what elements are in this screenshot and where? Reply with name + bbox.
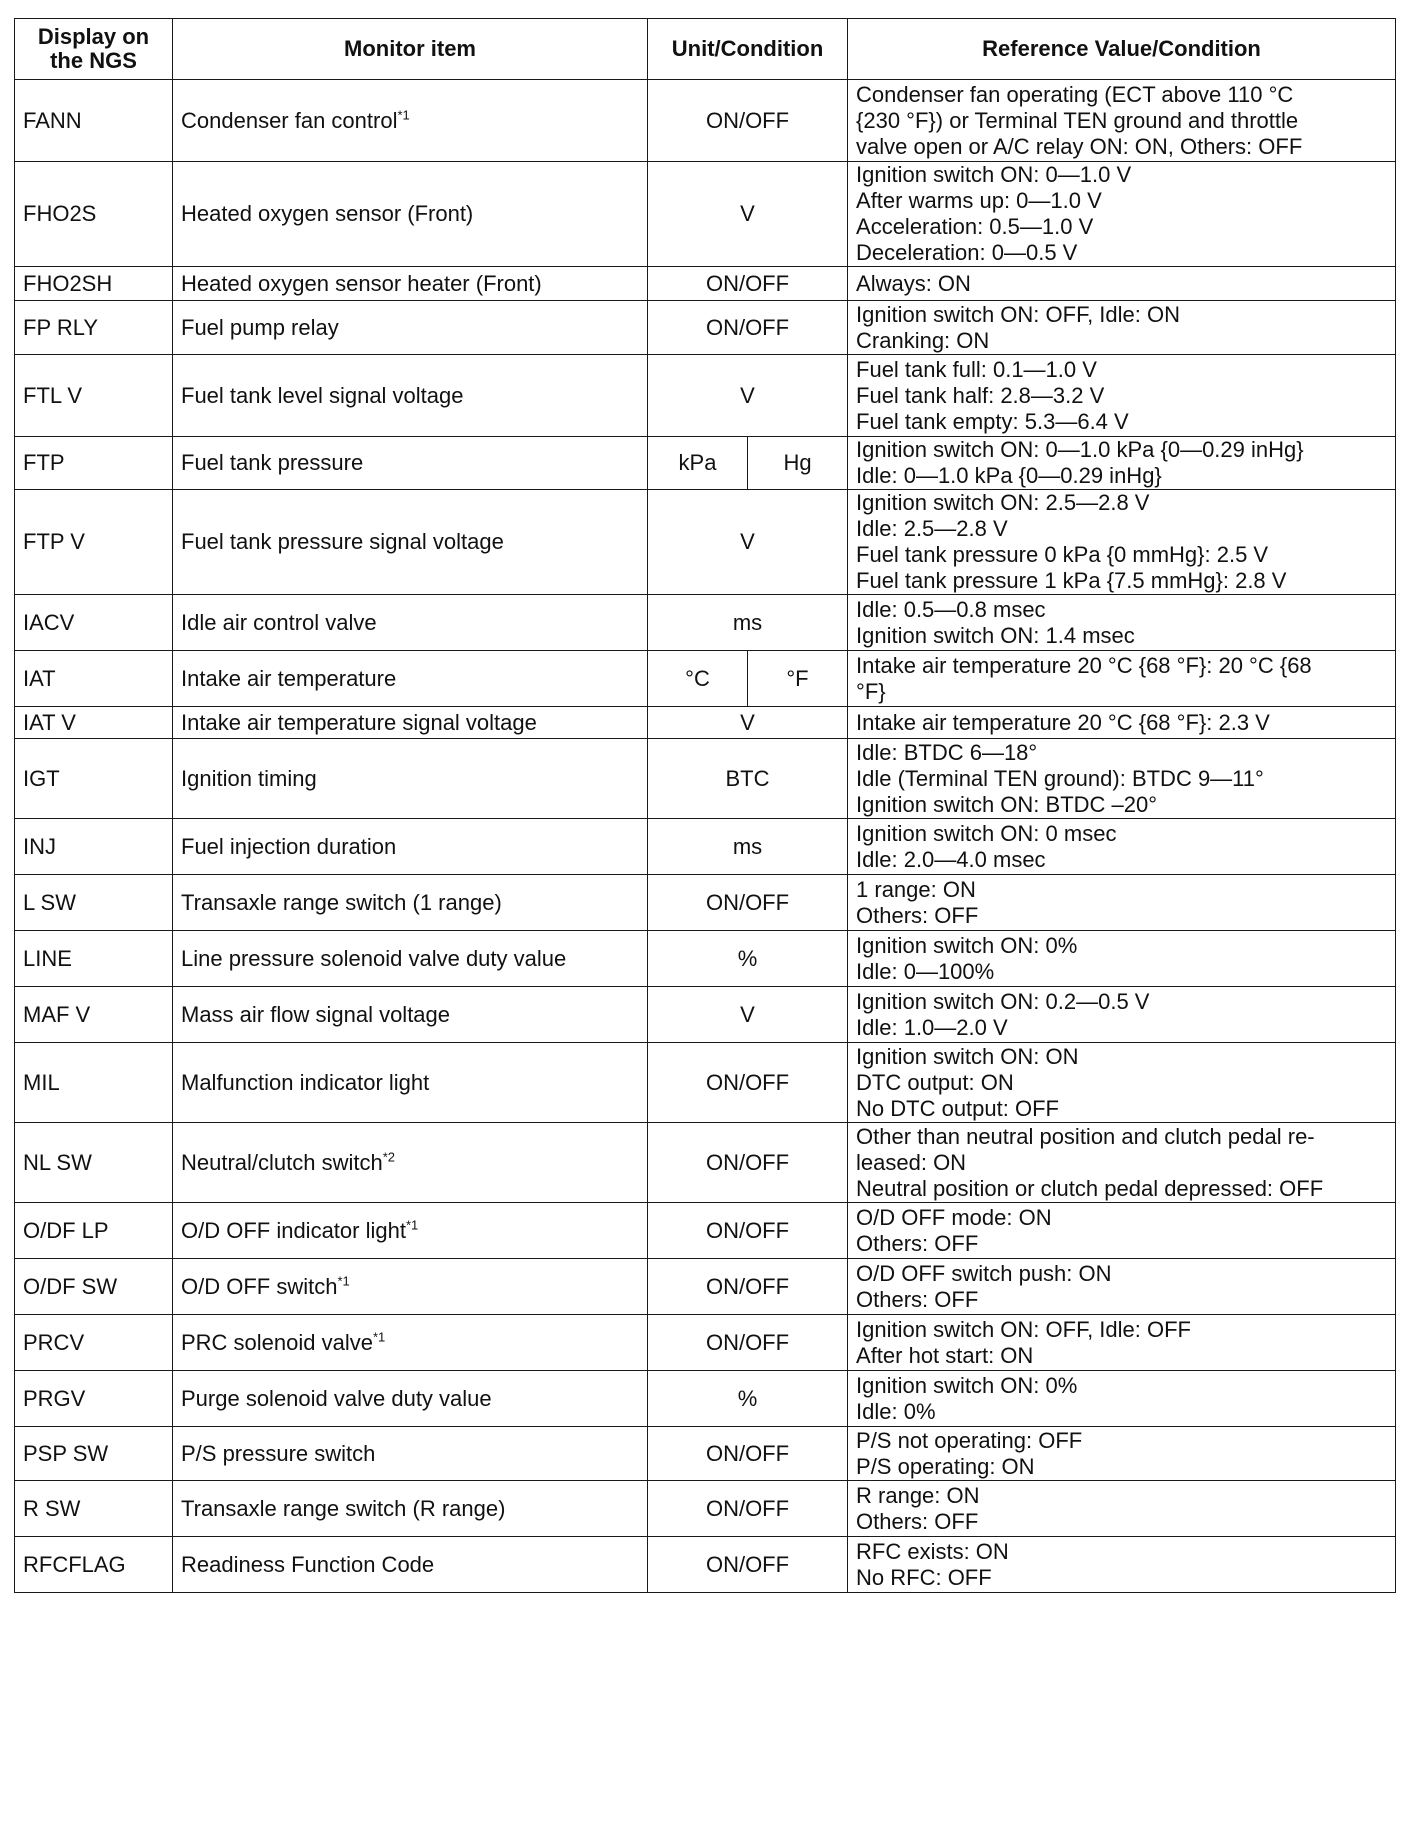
monitor-item-cell	[173, 1537, 648, 1593]
reference-cell	[848, 1537, 1396, 1593]
display-cell: PSP SW	[15, 1427, 173, 1481]
reference-line: Ignition switch ON: 0%	[856, 1372, 1078, 1398]
table-row	[15, 875, 1396, 931]
display-cell: IGT	[15, 739, 173, 819]
unit-cell: V	[648, 355, 848, 437]
table-row	[15, 437, 1396, 490]
monitor-item-cell	[173, 437, 648, 490]
header-monitor: Monitor item	[173, 19, 648, 80]
monitor-item-label: Ignition timing	[181, 765, 317, 791]
display-cell: IAT	[15, 651, 173, 707]
display-cell: FTP V	[15, 490, 173, 595]
reference-cell	[848, 651, 1396, 707]
table-row	[15, 987, 1396, 1043]
reference-cell	[848, 1043, 1396, 1123]
reference-cell	[848, 931, 1396, 987]
monitor-item-label: Fuel tank pressure signal voltage	[181, 529, 504, 554]
monitor-item-cell	[173, 1123, 648, 1203]
table-row	[15, 651, 1396, 707]
reference-line: Ignition switch ON: 0—1.0 kPa {0—0.29 inHg}	[856, 437, 1304, 462]
monitor-item-label: Readiness Function Code	[181, 1551, 435, 1577]
reference-cell	[848, 80, 1396, 162]
monitor-item-label: Idle air control valve	[181, 609, 377, 635]
reference-line: Cranking: ON	[856, 327, 990, 353]
reference-line: Intake air temperature 20 °C {68 °F}: 2.3 V	[856, 709, 1270, 735]
unit-cell: ON/OFF	[648, 80, 848, 162]
reference-cell	[848, 819, 1396, 875]
monitor-item-cell	[173, 1203, 648, 1259]
reference-line: °F}	[856, 678, 886, 704]
reference-cell	[848, 1259, 1396, 1315]
table-row	[15, 1259, 1396, 1315]
reference-line: Condenser fan operating (ECT above 110 °C	[856, 81, 1294, 107]
display-cell: L SW	[15, 875, 173, 931]
reference-line: Idle: 0%	[856, 1398, 936, 1424]
unit-cell: ON/OFF	[648, 1315, 848, 1371]
monitor-item-label: Condenser fan control	[181, 107, 398, 133]
unit-alt-cell: °F	[748, 651, 848, 707]
reference-line: Idle: 1.0—2.0 V	[856, 1014, 1008, 1040]
table-row	[15, 739, 1396, 819]
monitor-item-cell	[173, 739, 648, 819]
display-cell: PRGV	[15, 1371, 173, 1427]
table-row	[15, 931, 1396, 987]
reference-line: P/S not operating: OFF	[856, 1427, 1083, 1453]
reference-line: Ignition switch ON: 1.4 msec	[856, 622, 1135, 648]
unit-cell: ms	[648, 595, 848, 651]
table-header-row	[15, 19, 1396, 80]
table-row	[15, 267, 1396, 301]
reference-line: Ignition switch ON: ON	[856, 1043, 1079, 1069]
reference-line: Ignition switch ON: 0—1.0 V	[856, 162, 1132, 187]
reference-line: Idle: BTDC 6—18°	[856, 739, 1038, 765]
monitor-item-label: Fuel pump relay	[181, 314, 339, 340]
reference-line: O/D OFF switch push: ON	[856, 1260, 1112, 1286]
reference-cell	[848, 739, 1396, 819]
monitor-item-cell	[173, 267, 648, 301]
display-cell: IAT V	[15, 707, 173, 739]
unit-cell: %	[648, 931, 848, 987]
display-cell: O/DF LP	[15, 1203, 173, 1259]
monitor-item-cell	[173, 931, 648, 987]
monitor-item-label: Fuel tank pressure	[181, 450, 364, 475]
reference-line: 1 range: ON	[856, 876, 976, 902]
reference-line: Neutral position or clutch pedal depressed: OFF	[856, 1175, 1324, 1201]
reference-line: After hot start: ON	[856, 1342, 1034, 1368]
display-cell: FP RLY	[15, 301, 173, 355]
monitor-item-label: Heated oxygen sensor (Front)	[181, 201, 474, 226]
reference-line: Fuel tank empty: 5.3—6.4 V	[856, 408, 1129, 434]
monitor-item-cell	[173, 595, 648, 651]
display-cell: R SW	[15, 1481, 173, 1537]
reference-cell	[848, 355, 1396, 437]
table-row	[15, 1203, 1396, 1259]
footnote-marker: *1	[405, 1217, 419, 1233]
reference-line: Fuel tank pressure 1 kPa {7.5 mmHg}: 2.8 V	[856, 568, 1287, 593]
reference-line: After warms up: 0—1.0 V	[856, 188, 1102, 213]
monitor-item-cell	[173, 987, 648, 1043]
reference-line: Deceleration: 0—0.5 V	[856, 240, 1078, 265]
unit-cell: ON/OFF	[648, 1259, 848, 1315]
unit-cell: ON/OFF	[648, 301, 848, 355]
reference-cell	[848, 301, 1396, 355]
reference-line: R range: ON	[856, 1482, 980, 1508]
monitor-item-label: Malfunction indicator light	[181, 1069, 430, 1095]
monitor-item-cell	[173, 80, 648, 162]
unit-cell: ON/OFF	[648, 1043, 848, 1123]
footnote-marker: *1	[337, 1273, 350, 1289]
reference-cell	[848, 1481, 1396, 1537]
monitor-item-label: Intake air temperature	[181, 665, 397, 691]
reference-line: No DTC output: OFF	[856, 1095, 1059, 1121]
table-row	[15, 1315, 1396, 1371]
unit-cell: kPa	[648, 437, 748, 490]
unit-cell: ON/OFF	[648, 875, 848, 931]
reference-cell	[848, 1203, 1396, 1259]
monitor-item-label: Transaxle range switch (1 range)	[181, 889, 502, 915]
display-cell: FTP	[15, 437, 173, 490]
monitor-item-label: Transaxle range switch (R range)	[181, 1495, 506, 1521]
display-cell: MAF V	[15, 987, 173, 1043]
reference-line: No RFC: OFF	[856, 1564, 992, 1590]
reference-cell	[848, 1315, 1396, 1371]
table-row	[15, 1043, 1396, 1123]
monitor-item-cell	[173, 1315, 648, 1371]
unit-cell: ON/OFF	[648, 267, 848, 301]
reference-cell	[848, 987, 1396, 1043]
unit-cell: %	[648, 1371, 848, 1427]
reference-cell	[848, 875, 1396, 931]
unit-cell: V	[648, 987, 848, 1043]
unit-cell: V	[648, 707, 848, 739]
unit-cell: ON/OFF	[648, 1481, 848, 1537]
monitor-item-label: Heated oxygen sensor heater (Front)	[181, 270, 542, 296]
header-unit: Unit/Condition	[648, 19, 848, 80]
monitor-item-cell	[173, 1371, 648, 1427]
monitor-item-label: P/S pressure switch	[181, 1440, 376, 1466]
display-cell: FHO2SH	[15, 267, 173, 301]
footnote-marker: *1	[397, 107, 410, 123]
monitor-item-cell	[173, 162, 648, 267]
display-cell: O/DF SW	[15, 1259, 173, 1315]
unit-cell: V	[648, 490, 848, 595]
display-cell: MIL	[15, 1043, 173, 1123]
reference-line: RFC exists: ON	[856, 1538, 1009, 1564]
table-row	[15, 595, 1396, 651]
monitor-item-label: Purge solenoid valve duty value	[181, 1385, 492, 1411]
reference-cell	[848, 1123, 1396, 1203]
reference-line: Idle (Terminal TEN ground): BTDC 9—11°	[856, 765, 1264, 791]
reference-line: Idle: 2.0—4.0 msec	[856, 846, 1046, 872]
reference-line: Others: OFF	[856, 1286, 979, 1312]
display-cell: IACV	[15, 595, 173, 651]
monitor-item-label: Neutral/clutch switch	[181, 1149, 383, 1175]
reference-line: Idle: 2.5—2.8 V	[856, 516, 1008, 541]
reference-line: Idle: 0—100%	[856, 958, 995, 984]
monitor-item-cell	[173, 355, 648, 437]
unit-cell: ON/OFF	[648, 1123, 848, 1203]
table-row	[15, 162, 1396, 267]
reference-cell	[848, 437, 1396, 490]
monitor-item-cell	[173, 875, 648, 931]
reference-cell	[848, 1371, 1396, 1427]
monitor-item-label: Line pressure solenoid valve duty value	[181, 945, 567, 971]
monitor-item-cell	[173, 1427, 648, 1481]
reference-cell	[848, 490, 1396, 595]
monitor-item-cell	[173, 819, 648, 875]
header-display: Display on the NGS	[15, 19, 173, 80]
reference-line: Ignition switch ON: 0 msec	[856, 820, 1117, 846]
reference-line: Ignition switch ON: OFF, Idle: OFF	[856, 1316, 1191, 1342]
table-row	[15, 1371, 1396, 1427]
unit-alt-cell: Hg	[748, 437, 848, 490]
monitor-item-cell	[173, 301, 648, 355]
monitor-item-cell	[173, 1259, 648, 1315]
reference-cell	[848, 595, 1396, 651]
reference-line: Ignition switch ON: 0.2—0.5 V	[856, 988, 1150, 1014]
reference-line: Fuel tank half: 2.8—3.2 V	[856, 382, 1105, 408]
reference-line: Intake air temperature 20 °C {68 °F}: 20 °C {68	[856, 652, 1312, 678]
monitor-item-label: Mass air flow signal voltage	[181, 1001, 451, 1027]
display-cell: NL SW	[15, 1123, 173, 1203]
table-row	[15, 1481, 1396, 1537]
unit-cell: ms	[648, 819, 848, 875]
reference-line: Others: OFF	[856, 1230, 979, 1256]
reference-line: Others: OFF	[856, 1508, 979, 1534]
table-row	[15, 1537, 1396, 1593]
monitor-item-cell	[173, 490, 648, 595]
table-row	[15, 1123, 1396, 1203]
reference-line: Fuel tank full: 0.1—1.0 V	[856, 356, 1097, 382]
display-cell: FHO2S	[15, 162, 173, 267]
unit-cell: °C	[648, 651, 748, 707]
monitor-item-label: PRC solenoid valve	[181, 1329, 373, 1355]
footnote-marker: *1	[372, 1329, 386, 1345]
monitor-item-label: Intake air temperature signal voltage	[181, 709, 537, 735]
reference-line: Idle: 0.5—0.8 msec	[856, 596, 1046, 622]
display-cell: FTL V	[15, 355, 173, 437]
reference-cell	[848, 1427, 1396, 1481]
monitor-item-label: O/D OFF indicator light	[181, 1217, 406, 1243]
reference-line: Ignition switch ON: OFF, Idle: ON	[856, 301, 1180, 327]
monitor-table	[14, 18, 1396, 1593]
unit-cell: ON/OFF	[648, 1537, 848, 1593]
reference-line: Ignition switch ON: 2.5—2.8 V	[856, 490, 1150, 515]
reference-line: Idle: 0—1.0 kPa {0—0.29 inHg}	[856, 463, 1162, 488]
reference-line: P/S operating: ON	[856, 1453, 1035, 1479]
display-cell: PRCV	[15, 1315, 173, 1371]
table-row	[15, 355, 1396, 437]
reference-cell	[848, 707, 1396, 739]
display-cell: LINE	[15, 931, 173, 987]
reference-cell	[848, 267, 1396, 301]
reference-line: Others: OFF	[856, 902, 979, 928]
monitor-item-label: O/D OFF switch	[181, 1273, 338, 1299]
header-reference: Reference Value/Condition	[848, 19, 1396, 80]
table-row	[15, 707, 1396, 739]
table-row	[15, 1427, 1396, 1481]
reference-line: valve open or A/C relay ON: ON, Others: OFF	[856, 133, 1303, 159]
table-body	[15, 80, 1396, 1593]
table-row	[15, 819, 1396, 875]
reference-line: {230 °F}) or Terminal TEN ground and throttle	[856, 107, 1299, 133]
monitor-item-cell	[173, 707, 648, 739]
reference-line: Ignition switch ON: BTDC –20°	[856, 791, 1158, 817]
unit-cell: ON/OFF	[648, 1203, 848, 1259]
reference-line: O/D OFF mode: ON	[856, 1204, 1052, 1230]
table-row	[15, 490, 1396, 595]
unit-cell: BTC	[648, 739, 848, 819]
display-cell: FANN	[15, 80, 173, 162]
monitor-item-cell	[173, 1043, 648, 1123]
reference-line: Ignition switch ON: 0%	[856, 932, 1078, 958]
footnote-marker: *2	[382, 1149, 396, 1165]
table-row	[15, 80, 1396, 162]
table-row	[15, 301, 1396, 355]
display-cell: RFCFLAG	[15, 1537, 173, 1593]
reference-line: DTC output: ON	[856, 1069, 1014, 1095]
monitor-item-label: Fuel injection duration	[181, 833, 397, 859]
reference-cell	[848, 162, 1396, 267]
monitor-item-cell	[173, 651, 648, 707]
unit-cell: V	[648, 162, 848, 267]
reference-line: leased: ON	[856, 1149, 967, 1175]
unit-cell: ON/OFF	[648, 1427, 848, 1481]
display-cell: INJ	[15, 819, 173, 875]
reference-line: Fuel tank pressure 0 kPa {0 mmHg}: 2.5 V	[856, 542, 1269, 567]
monitor-item-label: Fuel tank level signal voltage	[181, 382, 464, 408]
reference-line: Other than neutral position and clutch pedal re-	[856, 1123, 1315, 1149]
monitor-item-cell	[173, 1481, 648, 1537]
reference-line: Acceleration: 0.5—1.0 V	[856, 214, 1094, 239]
reference-line: Always: ON	[856, 270, 971, 296]
